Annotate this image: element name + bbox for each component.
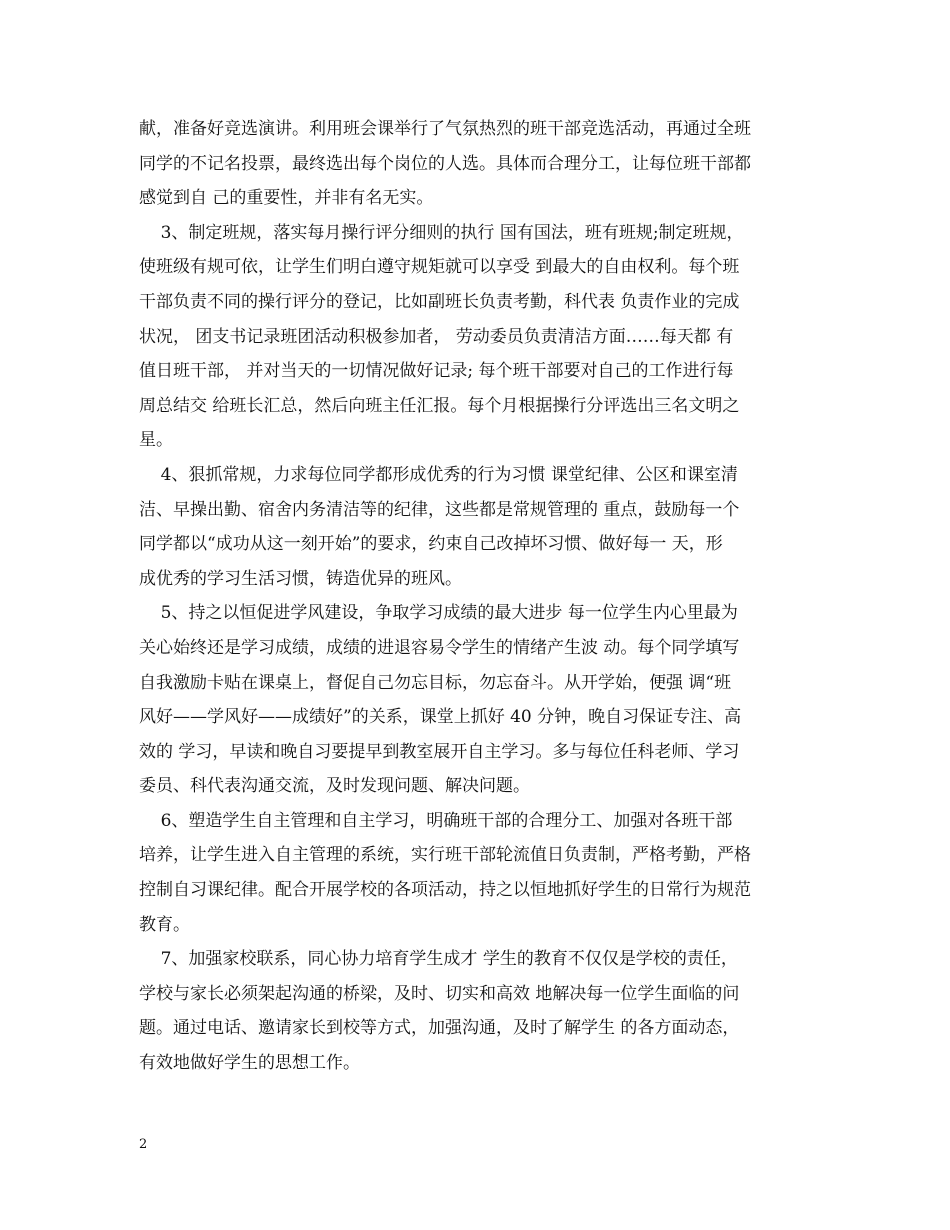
- text-line: 状况， 团支书记录班团活动积极参加者， 劳动委员负责清洁方面……每天都 有: [139, 326, 734, 347]
- text-line: 效的 学习，早读和晚自习要提早到教室展开自主学习。多与每位任科老师、学习: [139, 741, 740, 762]
- text-line: 4、狠抓常规，力求每位同学都形成优秀的行为习惯 课堂纪律、公区和课室清: [139, 464, 738, 485]
- text-line: 感觉到自 己的重要性，并非有名无实。: [139, 188, 434, 209]
- text-line: 干部负责不同的操行评分的登记，比如副班长负责考勤，科代表 负责作业的完成: [139, 291, 740, 312]
- text-line: 成优秀的学习生活习惯，铸造优异的班风。: [139, 568, 462, 589]
- text-line: 同学都以“成功从这一刻开始”的要求，约束自己改掉坏习惯、做好每一 天，形: [139, 534, 723, 555]
- text-line: 洁、早操出勤、宿舍内务清洁等的纪律，这些都是常规管理的 重点，鼓励每一个: [139, 499, 740, 520]
- text-line: 培养，让学生进入自主管理的系统，实行班干部轮流值日负责制，严格考勤，严格: [139, 845, 751, 866]
- text-line: 值日班干部， 并对当天的一切情况做好记录; 每个班干部要对自己的工作进行每: [139, 361, 734, 382]
- text-line: 3、制定班规，落实每月操行评分细则的执行 国有国法，班有班规;制定班规，: [139, 222, 744, 243]
- text-line: 风好——学风好——成绩好”的关系，课堂上抓好 40 分钟，晚自习保证专注、高: [139, 707, 742, 728]
- text-line: 周总结交 给班长汇总，然后向班主任汇报。每个月根据操行分评选出三名文明之: [139, 395, 740, 416]
- text-line: 使班级有规可依，让学生们明白遵守规矩就可以享受 到最大的自由权利。每个班: [139, 257, 740, 278]
- text-line: 自我激励卡贴在课桌上，督促自己勿忘目标，勿忘奋斗。从开学始，便强 调“班: [139, 672, 732, 693]
- text-line: 献，准备好竞选演讲。利用班会课举行了气氛热烈的班干部竞选活动，再通过全班: [139, 119, 751, 139]
- text-line: 关心始终还是学习成绩，成绩的进退容易令学生的情绪产生波 动。每个同学填写: [139, 637, 740, 658]
- text-line: 有效地做好学生的思想工作。: [139, 1053, 360, 1074]
- document-body: [139, 112, 811, 1081]
- text-line: 同学的不记名投票，最终选出每个岗位的人选。具体而合理分工，让每位班干部都: [139, 153, 751, 174]
- text-line: 7、加强家校联系，同心协力培育学生成才 学生的教育不仅仅是学校的责任，: [139, 949, 738, 970]
- text-line: 委员、科代表沟通交流，及时发现问题、解决问题。: [139, 776, 530, 797]
- text-line: 控制自习课纪律。配合开展学校的各项活动，持之以恒地抓好学生的日常行为规范: [139, 880, 751, 901]
- text-line: 5、持之以恒促进学风建设，争取学习成绩的最大进步 每一位学生内心里最为: [139, 603, 738, 624]
- text-line: 6、塑造学生自主管理和自主学习，明确班干部的合理分工、加强对各班干部: [139, 810, 733, 831]
- page-number: 2: [139, 1137, 148, 1152]
- text-line: 题。通过电话、邀请家长到校等方式，加强沟通，及时了解学生 的各方面动态，: [139, 1018, 740, 1039]
- text-line: 学校与家长必须架起沟通的桥梁，及时、切实和高效 地解决每一位学生面临的问: [139, 983, 740, 1004]
- text-line: 星。: [139, 430, 173, 451]
- text-line: 教育。: [139, 914, 190, 935]
